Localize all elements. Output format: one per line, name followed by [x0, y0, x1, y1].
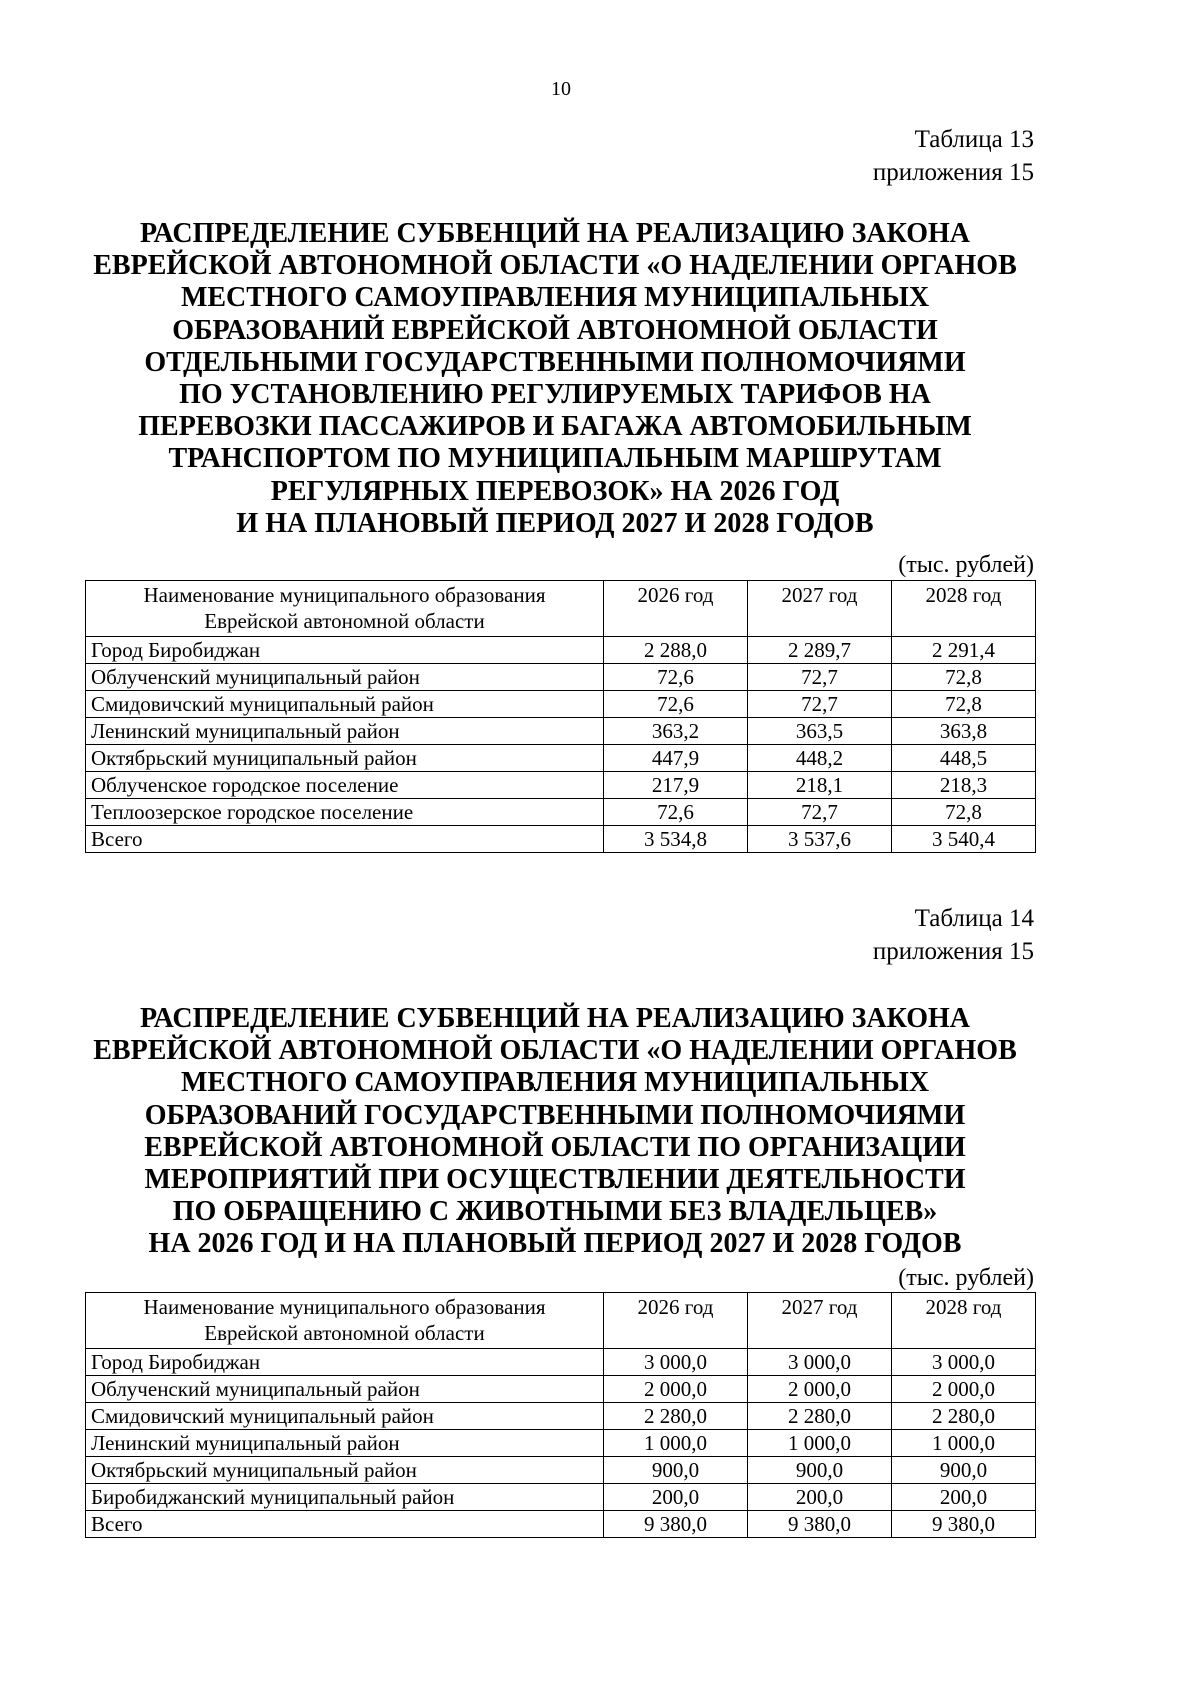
value-2027: 2 280,0	[748, 1403, 892, 1430]
value-2028: 2 291,4	[892, 637, 1036, 664]
municipality-name: Смидовичский муниципальный район	[86, 691, 604, 718]
table-row	[86, 1484, 1036, 1511]
heading-line: РАСПРЕДЕЛЕНИЕ СУБВЕНЦИЙ НА РЕАЛИЗАЦИЮ ЗАКОНА	[140, 218, 970, 249]
municipality-name: Ленинский муниципальный район	[86, 1430, 604, 1457]
heading-line: ОБРАЗОВАНИЙ ГОСУДАРСТВЕННЫМИ ПОЛНОМОЧИЯМИ	[144, 1099, 966, 1131]
table-row	[86, 1349, 1036, 1376]
value-2028: 448,5	[892, 745, 1036, 772]
value-2027: 72,7	[748, 799, 892, 826]
total-2027: 3 537,6	[748, 826, 892, 853]
table-row	[86, 799, 1036, 826]
column-header-name	[86, 581, 604, 637]
table-13-appendix: приложения 15	[872, 159, 1034, 186]
column-header-2027: 2027 год	[748, 1293, 892, 1349]
municipality-name: Смидовичский муниципальный район	[86, 1403, 604, 1430]
value-2026: 447,9	[604, 745, 748, 772]
value-2026: 363,2	[604, 718, 748, 745]
value-2028: 3 000,0	[892, 1349, 1036, 1376]
column-header-name-line1: Наименование муниципального образования	[143, 583, 546, 607]
table-row	[86, 664, 1036, 691]
heading-line: РАСПРЕДЕЛЕНИЕ СУБВЕНЦИЙ НА РЕАЛИЗАЦИЮ ЗАКОНА	[140, 1003, 970, 1034]
heading-line: ЕВРЕЙСКОЙ АВТОНОМНОЙ ОБЛАСТИ «О НАДЕЛЕНИИ ОРГАНОВ	[93, 250, 1017, 282]
value-2028: 2 280,0	[892, 1403, 1036, 1430]
table-13	[85, 580, 1036, 853]
column-header-name	[86, 1293, 604, 1349]
value-2026: 3 000,0	[604, 1349, 748, 1376]
total-2026: 9 380,0	[604, 1511, 748, 1538]
value-2028: 363,8	[892, 718, 1036, 745]
heading-line: ТРАНСПОРТОМ ПО МУНИЦИПАЛЬНЫМ МАРШРУТАМ	[168, 443, 942, 475]
value-2026: 2 280,0	[604, 1403, 748, 1430]
table-row	[86, 1403, 1036, 1430]
table-row	[86, 1430, 1036, 1457]
municipality-name: Теплоозерское городское поселение	[86, 799, 604, 826]
value-2028: 218,3	[892, 772, 1036, 799]
total-2026: 3 534,8	[604, 826, 748, 853]
municipality-name: Облученский муниципальный район	[86, 1376, 604, 1403]
heading-line: ПО УСТАНОВЛЕНИЮ РЕГУЛИРУЕМЫХ ТАРИФОВ НА	[179, 379, 931, 411]
table-total-row	[86, 1511, 1036, 1538]
table-14	[85, 1292, 1036, 1538]
column-header-2028: 2028 год	[892, 581, 1036, 637]
heading-line: И НА ПЛАНОВЫЙ ПЕРИОД 2027 И 2028 ГОДОВ	[236, 507, 874, 539]
table-14-heading	[78, 1003, 1032, 1261]
page-number: 10	[551, 78, 571, 100]
table-14-appendix: приложения 15	[872, 938, 1034, 965]
value-2028: 1 000,0	[892, 1430, 1036, 1457]
table-row	[86, 772, 1036, 799]
value-2028: 72,8	[892, 664, 1036, 691]
value-2026: 1 000,0	[604, 1430, 748, 1457]
column-header-2026: 2026 год	[604, 581, 748, 637]
municipality-name: Облученское городское поселение	[86, 772, 604, 799]
value-2026: 2 000,0	[604, 1376, 748, 1403]
column-header-2026: 2026 год	[604, 1293, 748, 1349]
heading-line: ЕВРЕЙСКОЙ АВТОНОМНОЙ ОБЛАСТИ «О НАДЕЛЕНИИ ОРГАНОВ	[93, 1035, 1017, 1067]
value-2026: 2 288,0	[604, 637, 748, 664]
table-row	[86, 1457, 1036, 1484]
table-row	[86, 718, 1036, 745]
column-header-2027: 2027 год	[748, 581, 892, 637]
column-header-2028: 2028 год	[892, 1293, 1036, 1349]
heading-line: ОБРАЗОВАНИЙ ЕВРЕЙСКОЙ АВТОНОМНОЙ ОБЛАСТИ	[172, 314, 938, 346]
total-label: Всего	[86, 1511, 604, 1538]
value-2028: 2 000,0	[892, 1376, 1036, 1403]
value-2027: 218,1	[748, 772, 892, 799]
heading-line: ЕВРЕЙСКОЙ АВТОНОМНОЙ ОБЛАСТИ ПО ОРГАНИЗАЦИИ	[144, 1131, 966, 1163]
value-2027: 900,0	[748, 1457, 892, 1484]
column-header-name-line2: Еврейской автономной области	[204, 609, 485, 633]
value-2026: 72,6	[604, 799, 748, 826]
value-2027: 2 289,7	[748, 637, 892, 664]
heading-line: ОТДЕЛЬНЫМИ ГОСУДАРСТВЕННЫМИ ПОЛНОМОЧИЯМИ	[144, 346, 966, 378]
table-header-row	[86, 1293, 1036, 1349]
total-2027: 9 380,0	[748, 1511, 892, 1538]
table-row	[86, 691, 1036, 718]
value-2028: 72,8	[892, 691, 1036, 718]
table-14-units: (тыс. рублей)	[898, 1265, 1034, 1291]
municipality-name: Октябрьский муниципальный район	[86, 745, 604, 772]
heading-line: ПЕРЕВОЗКИ ПАССАЖИРОВ И БАГАЖА АВТОМОБИЛЬНЫМ	[138, 411, 972, 443]
municipality-name: Биробиджанский муниципальный район	[86, 1484, 604, 1511]
value-2027: 448,2	[748, 745, 892, 772]
municipality-name: Город Биробиджан	[86, 637, 604, 664]
table-13-number: Таблица 13	[914, 126, 1034, 153]
value-2026: 72,6	[604, 691, 748, 718]
table-row	[86, 1376, 1036, 1403]
value-2028: 900,0	[892, 1457, 1036, 1484]
table-header-row	[86, 581, 1036, 637]
total-label: Всего	[86, 826, 604, 853]
value-2028: 200,0	[892, 1484, 1036, 1511]
value-2027: 200,0	[748, 1484, 892, 1511]
municipality-name: Ленинский муниципальный район	[86, 718, 604, 745]
value-2026: 217,9	[604, 772, 748, 799]
table-13-units: (тыс. рублей)	[898, 552, 1034, 578]
value-2027: 363,5	[748, 718, 892, 745]
value-2026: 900,0	[604, 1457, 748, 1484]
value-2026: 72,6	[604, 664, 748, 691]
municipality-name: Город Биробиджан	[86, 1349, 604, 1376]
heading-line: МЕСТНОГО САМОУПРАВЛЕНИЯ МУНИЦИПАЛЬНЫХ	[180, 1067, 930, 1099]
table-14-number: Таблица 14	[914, 905, 1034, 932]
value-2028: 72,8	[892, 799, 1036, 826]
table-row	[86, 745, 1036, 772]
heading-line: ПО ОБРАЩЕНИЮ С ЖИВОТНЫМИ БЕЗ ВЛАДЕЛЬЦЕВ»	[172, 1196, 938, 1228]
table-total-row	[86, 826, 1036, 853]
table-14-reference	[873, 902, 1034, 968]
total-2028: 9 380,0	[892, 1511, 1036, 1538]
value-2027: 1 000,0	[748, 1430, 892, 1457]
heading-line: НА 2026 ГОД И НА ПЛАНОВЫЙ ПЕРИОД 2027 И 2028 ГОДОВ	[148, 1228, 962, 1260]
value-2027: 3 000,0	[748, 1349, 892, 1376]
heading-line: МЕСТНОГО САМОУПРАВЛЕНИЯ МУНИЦИПАЛЬНЫХ	[180, 282, 930, 314]
heading-line: МЕРОПРИЯТИЙ ПРИ ОСУЩЕСТВЛЕНИИ ДЕЯТЕЛЬНОСТИ	[144, 1164, 966, 1196]
column-header-name-line2: Еврейской автономной области	[204, 1321, 485, 1345]
total-2028: 3 540,4	[892, 826, 1036, 853]
value-2026: 200,0	[604, 1484, 748, 1511]
value-2027: 2 000,0	[748, 1376, 892, 1403]
column-header-name-line1: Наименование муниципального образования	[143, 1295, 546, 1319]
table-13-heading	[78, 218, 1032, 540]
value-2027: 72,7	[748, 691, 892, 718]
table-row	[86, 637, 1036, 664]
municipality-name: Октябрьский муниципальный район	[86, 1457, 604, 1484]
value-2027: 72,7	[748, 664, 892, 691]
municipality-name: Облученский муниципальный район	[86, 664, 604, 691]
table-13-reference	[873, 123, 1034, 189]
heading-line: РЕГУЛЯРНЫХ ПЕРЕВОЗОК» НА 2026 ГОД	[270, 475, 840, 507]
